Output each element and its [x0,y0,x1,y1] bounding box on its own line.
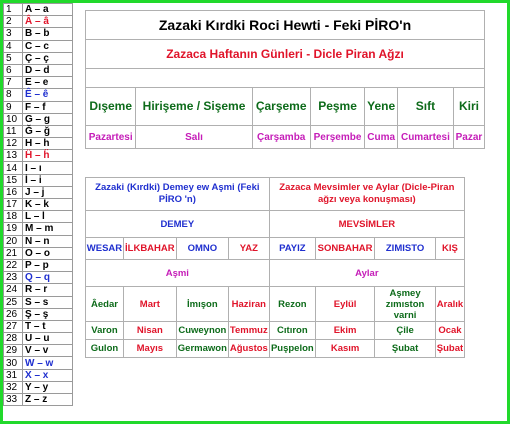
turkish-season: PAYIZ [269,238,315,260]
alphabet-row [4,284,73,296]
zazaki-day: Dışeme [86,88,136,126]
letter-pair: T – t [23,320,73,332]
letter-number: 18 [4,211,23,223]
alphabet-row [4,113,73,125]
alphabet-row [4,369,73,381]
seasons-row [86,238,465,260]
turkish-days-row [86,126,485,149]
letter-number: 3 [4,28,23,40]
alphabet-row [4,211,73,223]
letter-pair: B – b [23,28,73,40]
alphabet-row [4,174,73,186]
zazaki-day: Çarşeme [252,88,310,126]
letter-number: 5 [4,52,23,64]
alphabet-table [3,3,73,406]
letter-number: 17 [4,199,23,211]
letter-number: 16 [4,186,23,198]
spacer-row [86,69,485,88]
letter-pair: G – g [23,113,73,125]
seasons-months-table [85,177,465,358]
months-row [86,340,465,358]
letter-pair: E – e [23,77,73,89]
weekdays-table [85,10,485,149]
turkish-season: KIŞ [435,238,464,260]
month-cell: Aralık [435,287,464,322]
letter-number: 25 [4,296,23,308]
alphabet-row [4,235,73,247]
letter-pair: R – r [23,284,73,296]
letter-number: 30 [4,357,23,369]
letter-pair: N – n [23,235,73,247]
month-cell: Cuweynon [176,322,228,340]
letter-pair: Ê – ê [23,89,73,101]
seasons-right-title: Zazaca Mevsimler ve Aylar (Dicle-Piran ağzı veya konuşması) [269,178,464,211]
alphabet-row [4,345,73,357]
turkish-day: Pazar [453,126,484,149]
letter-number: 9 [4,101,23,113]
month-cell: Varon [86,322,124,340]
letter-pair: W – w [23,357,73,369]
month-cell: Şubat [435,340,464,358]
alphabet-row [4,223,73,235]
letter-number: 32 [4,381,23,393]
alphabet-row [4,186,73,198]
alphabet-row [4,320,73,332]
letter-pair: S – s [23,296,73,308]
letter-number: 7 [4,77,23,89]
zazaki-season: YAZ [228,238,269,260]
turkish-day: Perşembe [310,126,365,149]
zazaki-season: OMNO [176,238,228,260]
month-cell: Aşmey zımıston varni [375,287,436,322]
alphabet-row [4,162,73,174]
alphabet-row [4,259,73,271]
alphabet-row [4,40,73,52]
alphabet-row [4,125,73,137]
letter-pair: İ – i [23,174,73,186]
letter-pair: Q – q [23,272,73,284]
letter-pair: Y – y [23,381,73,393]
month-cell: Puşpelon [269,340,315,358]
letter-number: 10 [4,113,23,125]
letter-number: 26 [4,308,23,320]
letter-pair: Ḧ – ḧ [23,150,73,162]
letter-number: 33 [4,394,23,406]
alphabet-row [4,357,73,369]
zazaki-days-row [86,88,485,126]
letter-pair: Z – z [23,394,73,406]
letter-pair: P – p [23,259,73,271]
letter-number: 11 [4,125,23,137]
turkish-day: Pazartesi [86,126,136,149]
month-cell: Çile [375,322,436,340]
month-cell: Eylül [316,287,375,322]
turkish-season: SONBAHAR [316,238,375,260]
letter-number: 1 [4,4,23,16]
letter-number: 12 [4,138,23,150]
turkish-day: Salı [136,126,252,149]
letter-pair: I – ı [23,162,73,174]
alphabet-row [4,4,73,16]
month-cell: Gulon [86,340,124,358]
month-cell: Şubat [375,340,436,358]
letter-pair: Ş – ş [23,308,73,320]
letter-pair: Ğ – ğ [23,125,73,137]
letter-pair: D – d [23,64,73,76]
letter-pair: U – u [23,333,73,345]
month-cell: Mayıs [123,340,176,358]
weekdays-subtitle: Zazaca Haftanın Günleri - Dicle Piran Ağzı [86,40,485,69]
months-row [86,287,465,322]
alphabet-row [4,272,73,284]
letter-pair: Ç – ç [23,52,73,64]
letter-number: 19 [4,223,23,235]
month-cell: Rezon [269,287,315,322]
letter-number: 22 [4,259,23,271]
month-cell: Haziran [228,287,269,322]
letter-number: 31 [4,369,23,381]
letter-number: 13 [4,150,23,162]
letter-number: 20 [4,235,23,247]
alphabet-row [4,308,73,320]
alphabet-row [4,101,73,113]
alphabet-row [4,64,73,76]
letter-number: 4 [4,40,23,52]
zazaki-day: Peşme [310,88,365,126]
weekdays-title: Zazaki Kırdki Roci Hewti - Feki PİRO'n [86,11,485,40]
alphabet-row [4,16,73,28]
turkish-day: Çarşamba [252,126,310,149]
alphabet-row [4,381,73,393]
month-cell: Nisan [123,322,176,340]
demey-header: DEMEY [86,211,270,238]
letter-number: 29 [4,345,23,357]
alphabet-row [4,28,73,40]
alphabet-row [4,150,73,162]
zazaki-day: Sıft [397,88,453,126]
letter-pair: K – k [23,199,73,211]
letter-pair: F – f [23,101,73,113]
alphabet-row [4,333,73,345]
letter-pair: L – l [23,211,73,223]
letter-number: 6 [4,64,23,76]
aylar-header: Aylar [269,260,464,287]
seasons-left-title: Zazaki (Kırdki) Demey ew Aşmi (Feki PİRO 'n) [86,178,270,211]
alphabet-row [4,77,73,89]
month-cell: İmışon [176,287,228,322]
letter-pair: M – m [23,223,73,235]
month-cell: Cıtıron [269,322,315,340]
zazaki-day: Kiri [453,88,484,126]
letter-number: 15 [4,174,23,186]
asmi-header: Aşmi [86,260,270,287]
letter-pair: A – a [23,4,73,16]
turkish-day: Cuma [365,126,398,149]
letter-number: 14 [4,162,23,174]
alphabet-row [4,394,73,406]
month-cell: Kasım [316,340,375,358]
letter-number: 24 [4,284,23,296]
month-cell: Âedar [86,287,124,322]
letter-pair: C – c [23,40,73,52]
letter-pair: O – o [23,247,73,259]
zazaki-day: Hirişeme / Sişeme [136,88,252,126]
month-cell: Temmuz [228,322,269,340]
zazaki-day: Yene [365,88,398,126]
letter-pair: J – j [23,186,73,198]
zazaki-season: WESAR [86,238,124,260]
alphabet-row [4,52,73,64]
alphabet-row [4,89,73,101]
turkish-day: Cumartesi [397,126,453,149]
alphabet-row [4,138,73,150]
letter-pair: X – x [23,369,73,381]
alphabet-row [4,247,73,259]
letter-number: 21 [4,247,23,259]
month-cell: Ekim [316,322,375,340]
letter-pair: V – v [23,345,73,357]
letter-number: 2 [4,16,23,28]
month-cell: Ocak [435,322,464,340]
letter-number: 28 [4,333,23,345]
turkish-season: ZIMISTO [375,238,436,260]
letter-pair: Â – â [23,16,73,28]
alphabet-row [4,296,73,308]
letter-pair: H – h [23,138,73,150]
letter-number: 23 [4,272,23,284]
month-cell: Germawon [176,340,228,358]
mevsimler-header: MEVSİMLER [269,211,464,238]
month-cell: Ağustos [228,340,269,358]
zazaki-season: İLKBAHAR [123,238,176,260]
months-row [86,322,465,340]
letter-number: 8 [4,89,23,101]
alphabet-row [4,199,73,211]
month-cell: Mart [123,287,176,322]
letter-number: 27 [4,320,23,332]
